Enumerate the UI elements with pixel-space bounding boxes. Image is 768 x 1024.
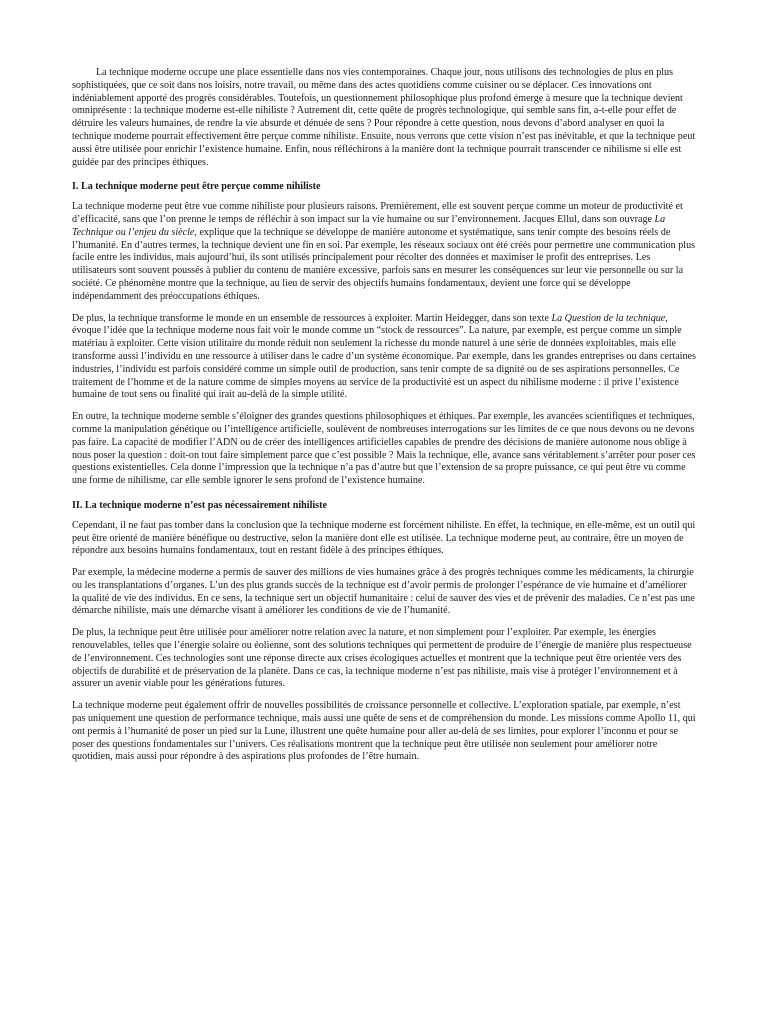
section-2-heading: II. La technique moderne n’est pas nécessairement nihiliste — [72, 499, 327, 511]
paragraph-text: , explique que la technique se développe de manière autonome et systématique, sans tenir compte des besoins réels de l’humanité. En d’autres termes, la technique devient une fin en soi. Par exemple, les réseaux sociaux ont été créés pour permettre une communication plus facile entre les individus, mais aujourd’hui, ils sont utilisés principalement pour récolter des données et maximiser le profit des entreprises. Les utilisateurs sont souvent poussés à publier du contenu de manière excessive, parfois sans en mesurer les conséquences sur leur vie personnelle ou sur la société. Ce phénomène montre que la technique, au lieu de servir des objectifs humains fondamentaux, devient une force qui se développe indépendamment des préoccupations éthiques. — [72, 226, 696, 302]
paragraph-text: , évoque l’idée que la technique moderne nous fait voir le monde comme un “stock de ressources”. La nature, par exemple, est perçue comme un simple matériau à exploiter. Cette vision utilitaire du monde réduit non seulement la richesse du monde naturel à une série de données exploitables, mais elle transforme aussi l’individu en une ressource à utiliser dans le cadre d’un système économique. Par exemple, dans les grandes entreprises ou dans certaines industries, l’individu est parfois considéré comme un simple outil de production, sans tenir compte de sa dignité ou de ses aspirations personnelles. Ce traitement de l’homme et de la nature comme de simples moyens au service de la productivité est un aspect du nihilisme moderne : il prive l’existence humaine de tout sens ou finalité qui irait au-delà de la simple utilité. — [72, 312, 696, 401]
section-1-paragraph-3: En outre, la technique moderne semble s’éloigner des grandes questions philosophiques et éthiques. Par exemple, les avancées scientifiques et techniques, comme la manipulation génétique ou l’intelligence artificielle, soulèvent de nombreuses interrogations sur les limites de ce que nous devons ou ne devons pas faire. La capacité de modifier l’ADN ou de créer des intelligences artificielles capables de prendre des décisions de manière autonome nous oblige à nous poser la question : doit-on tout faire simplement parce que c’est possible ? Mais la technique, elle, avance sans véritablement s’arrêter pour poser ces questions existentielles. Cela donne l’impression que la technique n’a pas d’autre but que l’extension de sa propre puissance, ce qui peut être vu comme une forme de nihilisme, car elle semble ignorer le sens profond de l’existence humaine. — [72, 411, 696, 487]
paragraph-text: De plus, la technique transforme le monde en un ensemble de ressources à exploiter. Martin Heidegger, dans son texte — [72, 312, 552, 324]
intro-paragraph: La technique moderne occupe une place essentielle dans nos vies contemporaines. Chaque jour, nous utilisons des technologies de plus en plus sophistiquées, que ce soit dans nos loisirs, notre travail, ou même dans des actes quotidiens comme cuisiner ou se déplacer. Ces innovations ont indéniablement apporté des progrès considérables. Toutefois, un questionnement philosophique plus profond émerge à mesure que la technique devient omniprésente : la technique moderne est-elle nihiliste ? Autrement dit, cette quête de progrès technologique, qui semble sans fin, a-t-elle pour effet de détruire les valeurs humaines, de rendre la vie absurde et dénuée de sens ? Pour répondre à cette question, nous devons d’abord analyser en quoi la technique moderne pourrait effectivement être perçue comme nihiliste. Ensuite, nous verrons que cette vision n’est pas inévitable, et que la technique peut aussi être utilisée pour enrichir l’existence humaine. Enfin, nous réfléchirons à la manière dont la technique pourrait transcender ce nihilisme si elle est guidée par des principes éthiques. — [72, 67, 696, 168]
book-title: La Technique ou l’enjeu du siècle — [72, 213, 666, 238]
section-2-paragraph-4: La technique moderne peut également offrir de nouvelles possibilités de croissance personnelle et collective. L’exploration spatiale, par exemple, n’est pas uniquement une question de performance technique, mais aussi une quête de sens et de compréhension du monde. Les missions comme Apollo 11, qui ont permis à l’humanité de poser un pied sur la Lune, illustrent une quête humaine pour aller au-delà de ses limites, pour explorer l’inconnu et pour se poser des questions fondamentales sur l’univers. Ces réalisations montrent que la technique peut être utilisée non seulement pour améliorer notre quotidien, mais aussi pour répondre à des aspirations plus profondes de l’être humain. — [72, 700, 696, 763]
section-2-paragraph-1: Cependant, il ne faut pas tomber dans la conclusion que la technique moderne est forcément nihiliste. En effet, la technique, en elle-même, est un outil qui peut être orienté de manière bénéfique ou destructive, selon la manière dont elle est utilisée. La technique moderne peut, au contraire, être un moyen de répondre aux besoins humains fondamentaux, tout en restant fidèle à des principes éthiques. — [72, 519, 696, 557]
section-2-paragraph-3: De plus, la technique peut être utilisée pour améliorer notre relation avec la nature, et non simplement pour l’exploiter. Par exemple, les énergies renouvelables, telles que l’énergie solaire ou éolienne, sont des solutions techniques qui permettent de produire de l’énergie de manière plus respectueuse de l’environnement. Ces technologies sont une réponse directe aux crises écologiques actuelles et montrent que la technique peut être orientée vers des objectifs de durabilité et de préservation de la planète. Dans ce cas, la technique moderne n’est pas nihiliste, mais vise à protéger l’environnement et à assurer un avenir viable pour les générations futures. — [72, 627, 692, 690]
section-2-paragraph-2: Par exemple, la médecine moderne a permis de sauver des millions de vies humaines grâce à des progrès techniques comme les médicaments, la chirurgie ou les transplantations d’organes. L’un des plus grands succès de la technique est d’avoir permis de prolonger l’espérance de vie humaine et d’améliorer la qualité de vie des individus. En ce sens, la technique sert un objectif humanitaire : celui de sauver des vies et de prévenir des maladies. Ce n’est pas une démarche nihiliste, mais une démarche visant à améliorer les conditions de vie de l’humanité. — [72, 567, 695, 617]
paragraph-text: La technique moderne peut être vue comme nihiliste pour plusieurs raisons. Premièrement, elle est souvent perçue comme un moteur de productivité et d’efficacité, sans que l’on prenne le temps de réfléchir à son impact sur la vie humaine ou sur l’environnement. Jacques Ellul, dans son ouvrage — [72, 201, 683, 225]
section-1-paragraph-1 — [72, 201, 696, 303]
section-1-paragraph-2 — [72, 313, 696, 403]
section-1-heading: I. La technique moderne peut être perçue comme nihiliste — [72, 181, 321, 193]
book-title: La Question de la technique — [551, 312, 666, 324]
